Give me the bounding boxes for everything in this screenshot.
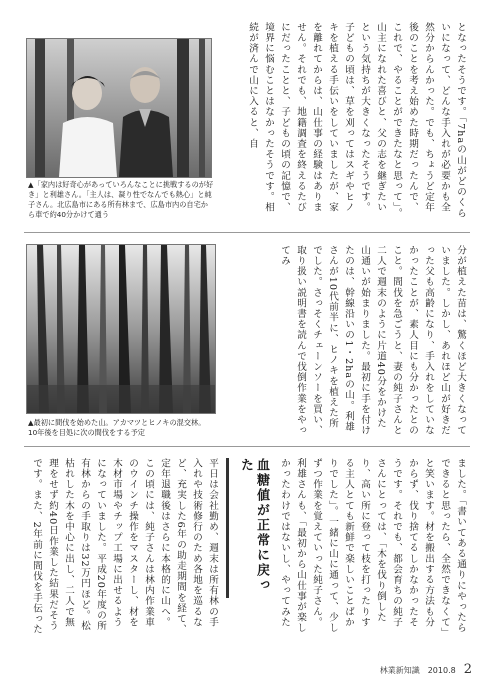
article-column-2: 分が植えた苗は、驚くほど大きくなっていました。しかし、あれほど山が好きだった父も高齢になり、手入れをしていなかったことが、素人目にも分かったとのこと。間伐を急ごうと、妻の純子さんと二人で週末のように片道40分をかけた山通いが始まりました。最初に手を付けたのは、幹線沿いの1・2haの山。利雄さんが10代前半に、ヒノキを植えた所でした。さっそくチェーンソーを買い、取り扱い説明書を読んで伐倒作業をやってみ (279, 245, 466, 436)
article-column-1: となったそうです。「7haの山がどのくらいになって、どんな手入れが必要かも全然分からんかった。でも、ちょうど定年後のことを考え始めた時期だったんで、これで、やることができたなと思って」。山主になれた喜びと、父の志を継ぎたいという気持ちが大きくなったそうです。子どもの頃は、草を刈ってはスギやヒノキを植える手伝いをしていましたが、家を離れてからは、山仕事の経験はありません。それでも、地籍調査を終えるたびにだったことと、子どもの頃の記憶で、境界に悩むことはなかったそうです。相続が済んで山に入ると、自 (247, 22, 466, 219)
photo2-caption: ▲最初に間伐を始めた山。アカマツとヒノキの混交林。10年後を目処に次の間伐をする予定 (28, 418, 206, 437)
article-column-4: 平日は会社勤め、週末は所有林の手入れや技術修行のため各地を巡るなど、充実した6年の助走期間を経て、定年退職後はさらに本格的に山へ。この頃には、純子さんは林内作業車のウインチ操作をマスターし、材を木材市場やチップ工場に出せるようになっていました。平成20年度の所有林からの手取りは32万円ほど。松枯れした木を中心に出し、二人で無理をせず約40日作業した結果だそうです。また、2年前に間伐を手伝った (31, 458, 218, 635)
section-divider (24, 446, 470, 447)
page-footer (380, 662, 472, 677)
section-divider (24, 232, 470, 233)
issue-date: 2010.8 (427, 666, 456, 675)
article-column-3: ました。「書いてある通りにやったらできると思ったら、全然できなくて」と笑います。材を搬出する方法も分からず、伐り捨てるしかなかったそうです。それでも、都会育ちの純子さんにとっては、「木を伐り倒したり、高い所に登って枝を打ったりする主人とても新鮮で楽しいことばかりでした」。一緒に山に通って、少しずつ作業を覚えていった純子さん。利雄さんも、「最初から山仕事が楽しかったわけではないし、やってみた (279, 458, 466, 634)
couple-portrait-photo (26, 38, 212, 178)
journal-name: 林業新知識 (379, 666, 420, 675)
forest-illustration (27, 245, 215, 413)
section-heading: 血糖値が正常に戻った (226, 458, 269, 598)
page-number: 2 (463, 662, 472, 677)
photo1-caption: ▲「家内は好奇心があっていろんなことに挑戦するのが好き」と利雄さん。「主人は、凝り性でなんでも熱心」と純子さん。北広島市にある所有林まで、広島市内の自宅から車で約40分かけて通う (28, 180, 214, 219)
couple-portrait-illustration (27, 39, 211, 177)
forest-photo (26, 244, 216, 414)
